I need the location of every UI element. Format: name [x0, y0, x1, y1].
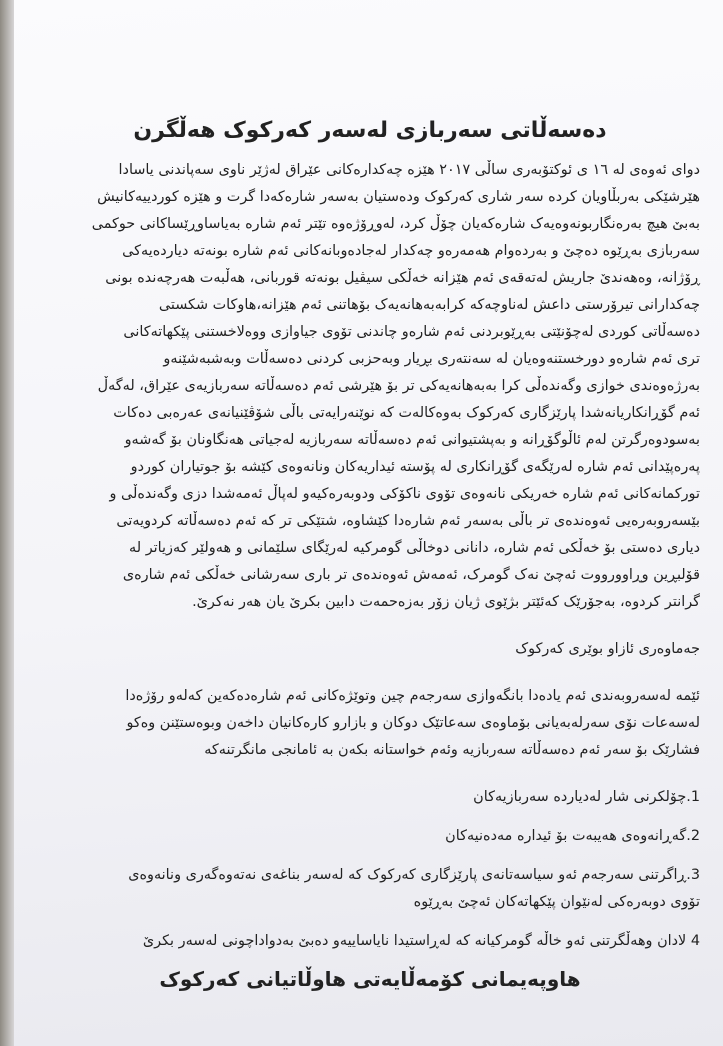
text-line: فشارێک بۆ سەر ئەم دەسەڵاتە سەربازیە وئەم خواستانە بکەن بە ئامانجی مانگرتنەکە [204, 742, 700, 758]
text-line: گرانتر کردوە، بەجۆرێک کەئێتر بژێوی ژیان زۆر بەزەحمەت دابین بکرێ یان هەر نەکرێ. [192, 594, 700, 610]
text-line: بەسودوەرگرتن لەم ئاڵوگۆڕانە و بەپشتیوانی ئەم دەسەڵاتە سەربازیە لەجیاتی هەنگاونان بۆ گەشەو [124, 432, 700, 448]
text-line: تری ئەم شارەو دورخستنەوەیان لە سەنتەری بڕیار وبەحزبی کردنی دەسەڵات وبەشبەشێنەو [163, 351, 700, 367]
demand-item-continuation: تۆوی دوبەرەکی لەنێوان پێکهاتەکان ئەچێ بەڕێوە [413, 894, 700, 910]
background-edge [0, 0, 14, 1046]
text-line: ڕۆژانە، وەهەندێ جاریش لەتەقەی ئەم هێزانە خەڵکی سیڤیل بونەتە قوربانی، هەڵبەت هەرچەندە بونی [105, 270, 700, 286]
text-line: تورکمانەکانی ئەم شارە خەریکی نانەوەی تۆوی ناکۆکی ودوبەرەکیەو لەپاڵ ئەمەشدا دزی وگەندەڵی و [109, 486, 700, 502]
text-line: ئەم گۆڕانکاریانەشدا پارێزگاری کەرکوک بەوەکالەت کە نوێنەرایەتی باڵی شۆڤێنیانەی عەرەبی دەکات [113, 405, 700, 421]
text-line: بێسەروبەرەیی ئەوەندەی تر باڵی بەسەر ئەم شارەدا کێشاوە، شتێکی تر کە ئەم دەسەڵاتە کردویەتی [116, 513, 700, 529]
text-line: سەربازی بەڕێوە دەچێ و بەردەوام هەمەرەو چەکدار لەجادەوبانەکانی ئەم شارە بونەتە دیاردەیەکی [122, 243, 700, 259]
demand-item: 3.ڕاگرتنی سەرجەم ئەو سیاسەتانەی پارێزگاری کەرکوک کە لەسەر بناغەی نەتەوەگەری ونانەوەی [128, 867, 700, 883]
demand-item: 2.گەڕانەوەی هەیبەت بۆ ئیدارە مەدەنیەکان [445, 828, 700, 844]
demand-item: 4 لادان وهەڵگرتنی ئەو خاڵە گومرکیانە کە لەڕاستیدا نایاساییەو دەبێ بەدواداچونی لەسەر بکرێ [142, 933, 700, 949]
signature: هاوپەیمانی کۆمەڵایەتی هاوڵاتیانی کەرکوک [159, 967, 581, 991]
demands-list [40, 784, 700, 955]
text-line: لەسەعات نۆی سەرلەبەیانی بۆماوەی سەعاتێک دوکان و بازارو کارەکانیان داخەن وبوەستێنن وەکو [126, 715, 700, 731]
document-body [40, 118, 700, 991]
text-line: دوای ئەوەی لە ١٦ ی ئوکتۆبەری ساڵی ٢٠١٧ هێزە چەکدارەکانی عێراق لەژێر ناوی سەپاندنی یاسادا [118, 162, 700, 178]
text-line: دیاری دەستی بۆ خەڵکی ئەم شارە، دانانی دوخاڵی گومرکیە لەرێگای سلێمانی و هەولێر کەزیاتر لە [129, 540, 700, 556]
text-line: پەرەپێدانی ئەم شارە لەرێگەی گۆڕانکاری لە پۆستە ئیداریەکان ونانەوەی کێشە بۆ جوتیاران کوردو [130, 459, 700, 475]
text-line: هێرشێکی بەربڵاویان کردە سەر شاری کەرکوک ودەستیان بەسەر شارەکەدا گرت و هێزە کوردییەکانیش [97, 189, 700, 205]
text-line: ئێمە لەسەروبەندی ئەم یادەدا بانگەوازی سەرجەم چین وتوێژەکانی ئەم شارەدەکەین کەلەو رۆژەدا [125, 688, 700, 704]
paragraph-1 [40, 157, 700, 616]
text-line: بەبێ هیچ بەرەنگاربونەوەیەک شارەکەیان چۆڵ کرد، لەوڕۆژەوە تێتر ئەم شارە بەیاساوڕێساکانی حوکمی [91, 216, 700, 232]
demand-item: 1.چۆلکرنی شار لەدیاردە سەربازیەکان [473, 789, 700, 805]
paragraph-2 [40, 683, 700, 764]
text-line: قۆلبڕین وڕاوورووت ئەچێ نەک گومرک، ئەمەش ئەوەندەی تر باری سەرشانی خەڵکی ئەم شارەی [122, 567, 700, 583]
text-line: بەرژەوەندی خوازی وگەندەڵی کرا بەبەهانەیەکی تر بۆ هێرشی ئەم دەسەڵاتە سەربازیەی عێراق، لەگەڵ [97, 378, 700, 394]
section-heading: جەماوەری ئازاو بوێری کەرکوک [515, 641, 700, 657]
document-title: دەسەڵاتی سەربازی لەسەر کەرکوک هەڵگرن [133, 118, 607, 143]
text-line: دەسەڵاتی کوردی لەچۆنێتی بەڕێوبردنی ئەم شارەو چاندنی تۆوی جیاوازی ووەلاخستنی پێکهاتەکانی [123, 324, 700, 340]
text-line: چەکدارانی تیرۆرستی داعش لەناوچەکە کرابەبەهانەیەک بۆهاتنی ئەم هێزانە،هاوکات شکستی [158, 297, 700, 313]
